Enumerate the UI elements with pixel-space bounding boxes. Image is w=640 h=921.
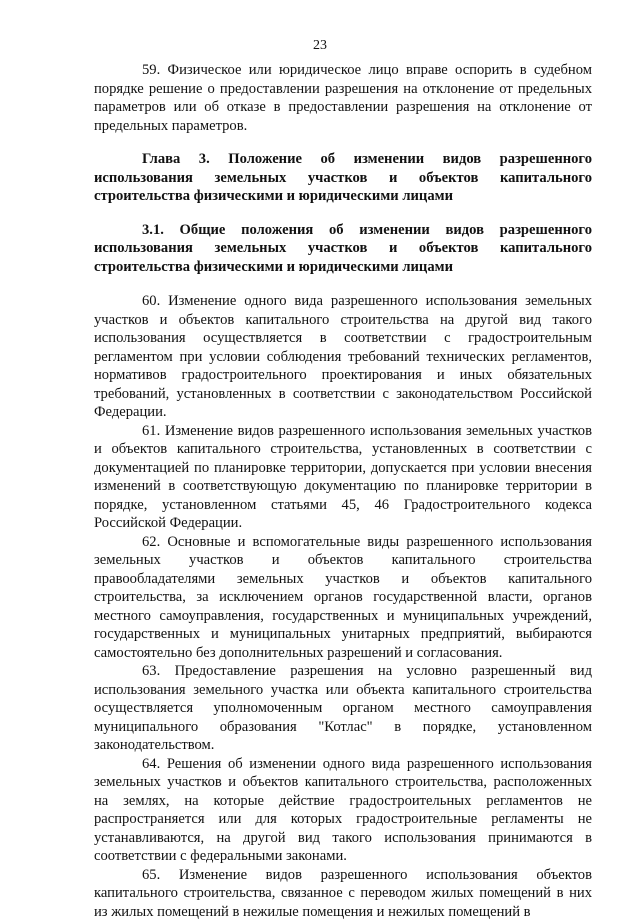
paragraph-62: 62. Основные и вспомогательные виды разрешенного использования земельных участков и объектов капитального строительства правообладателями земельных участков и объектов капитального строительства, за исключением органов государственной власти, органов местного самоуправления, государственных и муниципальных учреждений, государственных и муниципальных унитарных предприятий, выбираются самостоятельно без дополнительных разрешений и согласования.: [94, 533, 592, 663]
page-number: 23: [0, 38, 640, 54]
paragraph-list: [94, 292, 592, 921]
chapter-heading: Глава 3. Положение об изменении видов разрешенного использования земельных участков и объектов капитального строительства физическими и юридическими лицами: [94, 150, 592, 206]
paragraph-59: 59. Физическое или юридическое лицо вправе оспорить в судебном порядке решение о предоставлении разрешения на отклонение от предельных параметров или об отказе в предоставлении разрешения на отклонение от предельных параметров.: [94, 61, 592, 135]
paragraph-64: 64. Решения об изменении одного вида разрешенного использования земельных участков и объектов капитального строительства, расположенных на землях, на которые действие градостроительных регламентов не распространяется или для которых градостроительные регламенты не устанавливаются, на другой вид такого использования принимаются в соответствии с федеральными законами.: [94, 755, 592, 866]
section-heading: 3.1. Общие положения об изменении видов разрешенного использования земельных участков и объектов капитального строительства физическими и юридическими лицами: [94, 221, 592, 277]
paragraph-60: 60. Изменение одного вида разрешенного использования земельных участков и объектов капитального строительства на другой вид такого использования осуществляется в соответствии с градостроительным регламентом при условии соблюдения требований технических регламентов, нормативов градостроительного проектирования и иных обязательных требований, установленных в соответствии с законодательством Российской Федерации.: [94, 292, 592, 422]
paragraph-63: 63. Предоставление разрешения на условно разрешенный вид использования земельного участка или объекта капитального строительства осуществляется уполномоченным органом местного самоуправления муниципального образования "Котлас" в порядке, установленном законодательством.: [94, 662, 592, 755]
paragraph-65: 65. Изменение видов разрешенного использования объектов капитального строительства, связанное с переводом жилых помещений в них из жилых помещений в нежилые помещения и нежилых помещений в: [94, 866, 592, 921]
document-body: [94, 61, 592, 921]
paragraph-61: 61. Изменение видов разрешенного использования земельных участков и объектов капитального строительства, установленных в соответствии с документацией по планировке территории, допускается при условии внесения изменений в соответствующую документацию по планировке территории в порядке, установленном статьями 45, 46 Градостроительного кодекса Российской Федерации.: [94, 422, 592, 533]
